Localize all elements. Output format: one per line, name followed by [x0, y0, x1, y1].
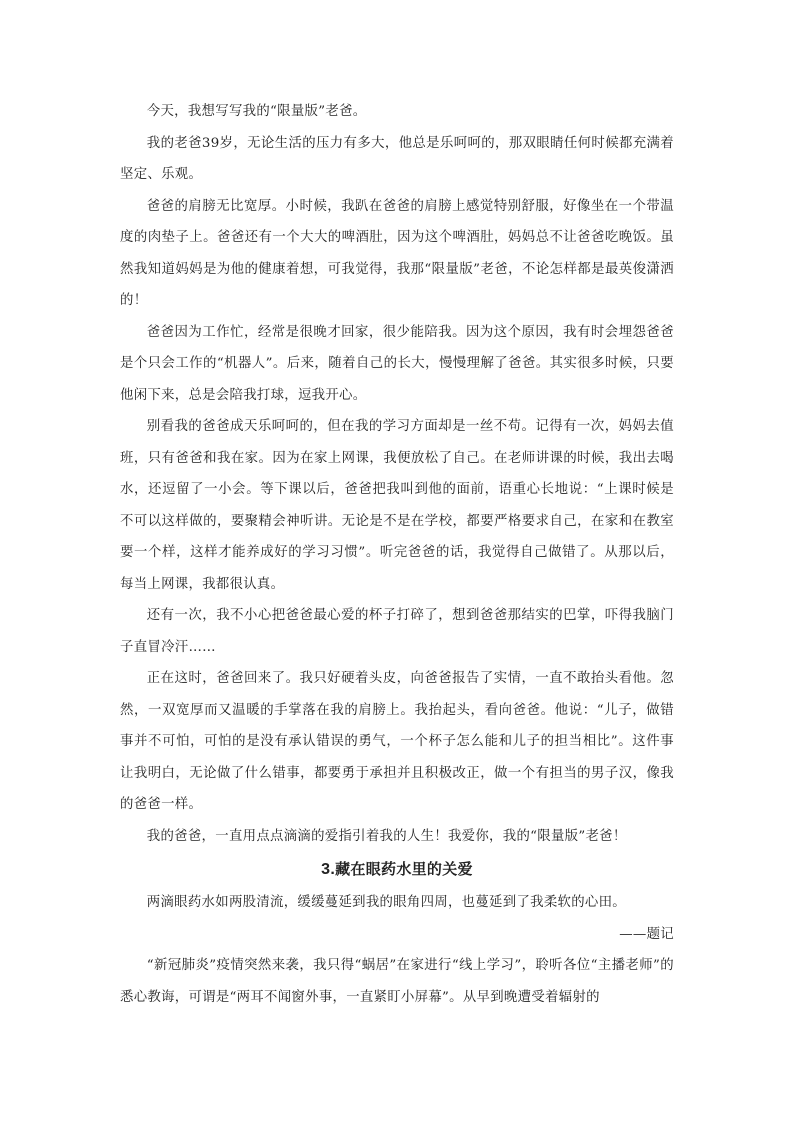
- section-heading: [120, 852, 674, 887]
- section-paragraph: “新冠肺炎”疫情突然来袭，我只得“蜗居”在家进行“线上学习”，聆听各位“主播老师”的悉心教诲，可谓是“两耳不闻窗外事，一直紧盯小屏幕”。从早到晚遭受着辐射的: [120, 958, 674, 1005]
- paragraph-5: 别看我的爸爸成天乐呵呵的，但在我的学习方面却是一丝不苟。记得有一次，妈妈去值班，只有爸爸和我在家。因为在家上网课，我便放松了自己。在老师讲课的时候，我出去喝水，还逗留了一小会。等下课以后，爸爸把我叫到他的面前，语重心长地说：“上课时候是不可以这样做的，要聚精会神听讲。无论是不是在学校，都要严格要求自己，在家和在教室要一个样，这样才能养成好的学习习惯”。听完爸爸的话，我觉得自己做错了。从那以后，每当上网课，我都很认真。: [120, 419, 674, 592]
- paragraph-8: 我的爸爸，一直用点点滴滴的爱指引着我的人生！我爱你，我的“限量版”老爸！: [146, 828, 627, 844]
- paragraph-3: 爸爸的肩膀无比宽厚。小时候，我趴在爸爸的肩膀上感觉特别舒服，好像坐在一个带温度的肉垫子上。爸爸还有一个大大的啤酒肚，因为这个啤酒肚，妈妈总不让爸爸吃晚饭。虽然我知道妈妈是为他的健康着想，可我觉得，我那“限量版”老爸，不论怎样都是最英俊潇洒的！: [120, 198, 674, 308]
- paragraph-4: 爸爸因为工作忙，经常是很晚才回家，很少能陪我。因为这个原因，我有时会埋怨爸爸是个只会工作的“机器人”。后来，随着自己的长大，慢慢理解了爸爸。其实很多时候，只要他闲下来，总是会陪我打球，逗我开心。: [120, 324, 674, 403]
- section-number: 3.: [321, 861, 336, 878]
- paragraph-1: 今天，我想写写我的“限量版”老爸。: [146, 104, 367, 119]
- paragraph-2: 我的老爸39岁，无论生活的压力有多大，他总是乐呵呵的，那双眼睛任何时候都充满着坚定、乐观。: [120, 135, 674, 182]
- section-title: 藏在眼药水里的关爱: [335, 860, 473, 878]
- document-page: [120, 96, 674, 1013]
- section-signature: ——题记: [619, 926, 674, 942]
- paragraph-7: 正在这时，爸爸回来了。我只好硬着头皮，向爸爸报告了实情，一直不敢抬头看他。忽然，一双宽厚而又温暖的手掌落在我的肩膀上。我抬起头，看向爸爸。他说：“儿子，做错事并不可怕，可怕的是没有承认错误的勇气，一个杯子怎么能和儿子的担当相比”。这件事让我明白，无论做了什么错事，都要勇于承担并且积极改正，做一个有担当的男子汉，像我的爸爸一样。: [120, 671, 674, 812]
- section-intro: 两滴眼药水如两股清流，缓缓蔓延到我的眼角四周，也蔓延到了我柔软的心田。: [146, 895, 626, 910]
- paragraph-6: 还有一次，我不小心把爸爸最心爱的杯子打碎了，想到爸爸那结实的巴掌，吓得我脑门子直冒冷汗……: [120, 608, 674, 655]
